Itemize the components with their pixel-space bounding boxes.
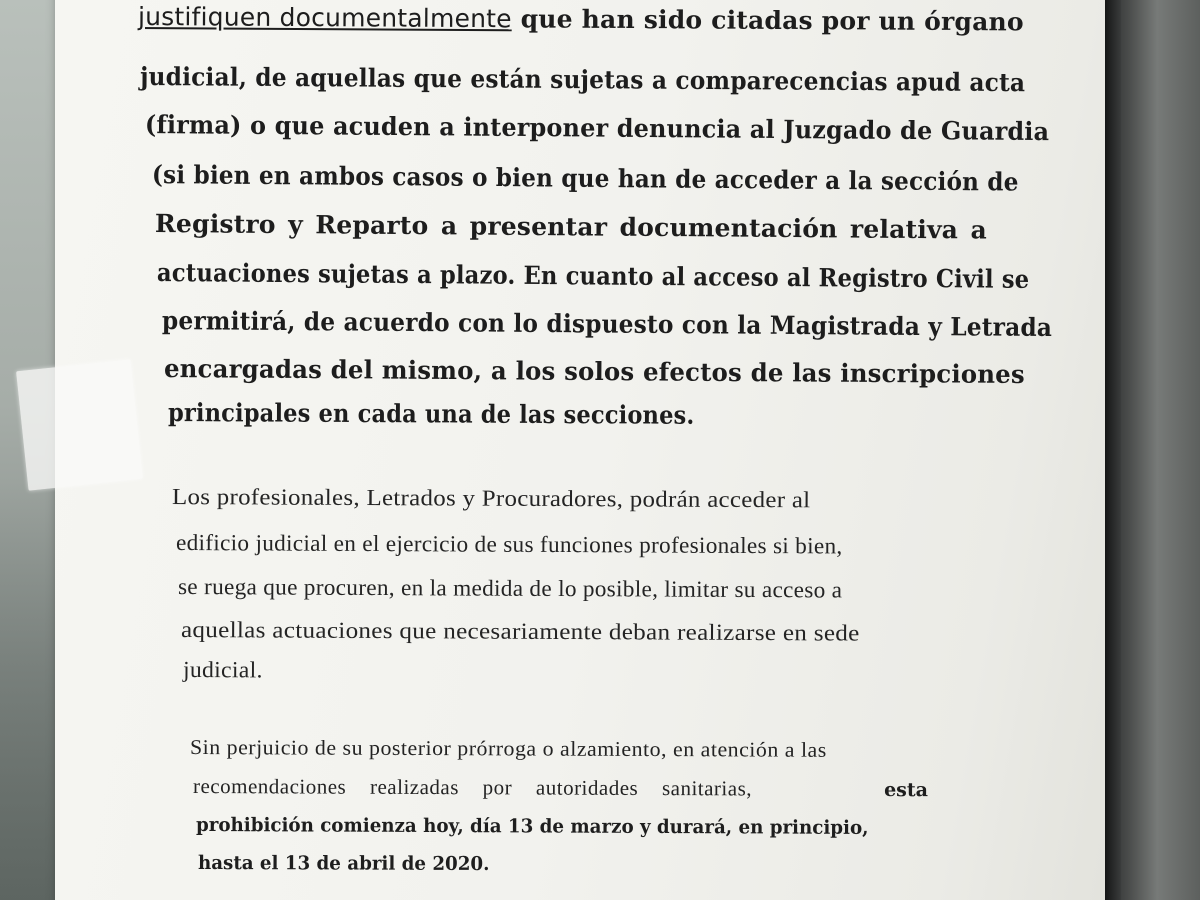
paragraph2-line2: edificio judicial en el ejercicio de sus funciones profesionales si bien, xyxy=(175,530,843,559)
paragraph1-line2: judicial, de aquellas que están sujetas a comparecencias apud acta xyxy=(139,62,1026,98)
paragraph1-line7: permitirá, de acuerdo con lo dispuesto con la Magistrada y Letrada xyxy=(161,306,1053,342)
paragraph2-line3: se ruega que procuren, en la medida de lo posible, limitar su acceso a xyxy=(177,574,843,603)
justified-word: Registro xyxy=(154,209,276,239)
paragraph3-line2 xyxy=(193,774,928,802)
paragraph1-line1 xyxy=(138,2,1024,36)
paragraph3-line2-bold: esta xyxy=(884,779,929,802)
paragraph1-line4: (si bien en ambos casos o bien que han de acceder a la sección de xyxy=(151,160,1019,197)
paragraph2-line5: judicial. xyxy=(182,657,263,683)
paragraph3-line4: hasta el 13 de abril de 2020. xyxy=(197,852,490,876)
paragraph3-line2-regular: recomendaciones realizadas por autoridades sanitarias, xyxy=(192,774,753,801)
justified-word: documentación xyxy=(619,212,838,244)
justified-word: a xyxy=(440,211,458,241)
paragraph2-line1: Los profesionales, Letrados y Procuradores, podrán acceder al xyxy=(171,484,811,513)
justified-word: relativa xyxy=(849,214,959,245)
paragraph2-line4: aquellas actuaciones que necesariamente deban realizarse en sede xyxy=(180,617,860,646)
underlined-phrase: justifiquen documentalmente xyxy=(137,2,512,34)
paragraph1-line3: (firma) o que acuden a interponer denuncia al Juzgado de Guardia xyxy=(144,110,1050,147)
justified-word: Reparto xyxy=(315,210,429,241)
paragraph1-line9: principales en cada una de las secciones. xyxy=(167,398,695,430)
door-frame xyxy=(1105,0,1200,900)
paragraph3-line3: prohibición comienza hoy, día 13 de marzo y durará, en principio, xyxy=(195,814,869,839)
paragraph1-line1-rest: que han sido citadas por un órgano xyxy=(520,4,1024,37)
justified-word: a xyxy=(970,215,988,245)
paragraph1-line8: encargadas del mismo, a los solos efectos de las inscripciones xyxy=(163,354,1025,390)
adhesive-tape xyxy=(16,359,143,490)
door-frame-rail xyxy=(1105,0,1121,900)
paragraph1-line6: actuaciones sujetas a plazo. En cuanto al acceso al Registro Civil se xyxy=(156,258,1030,294)
paragraph3-line1: Sin perjuicio de su posterior prórroga o alzamiento, en atención a las xyxy=(189,735,827,762)
justified-word: y xyxy=(288,210,303,240)
justified-word: presentar xyxy=(469,211,608,242)
